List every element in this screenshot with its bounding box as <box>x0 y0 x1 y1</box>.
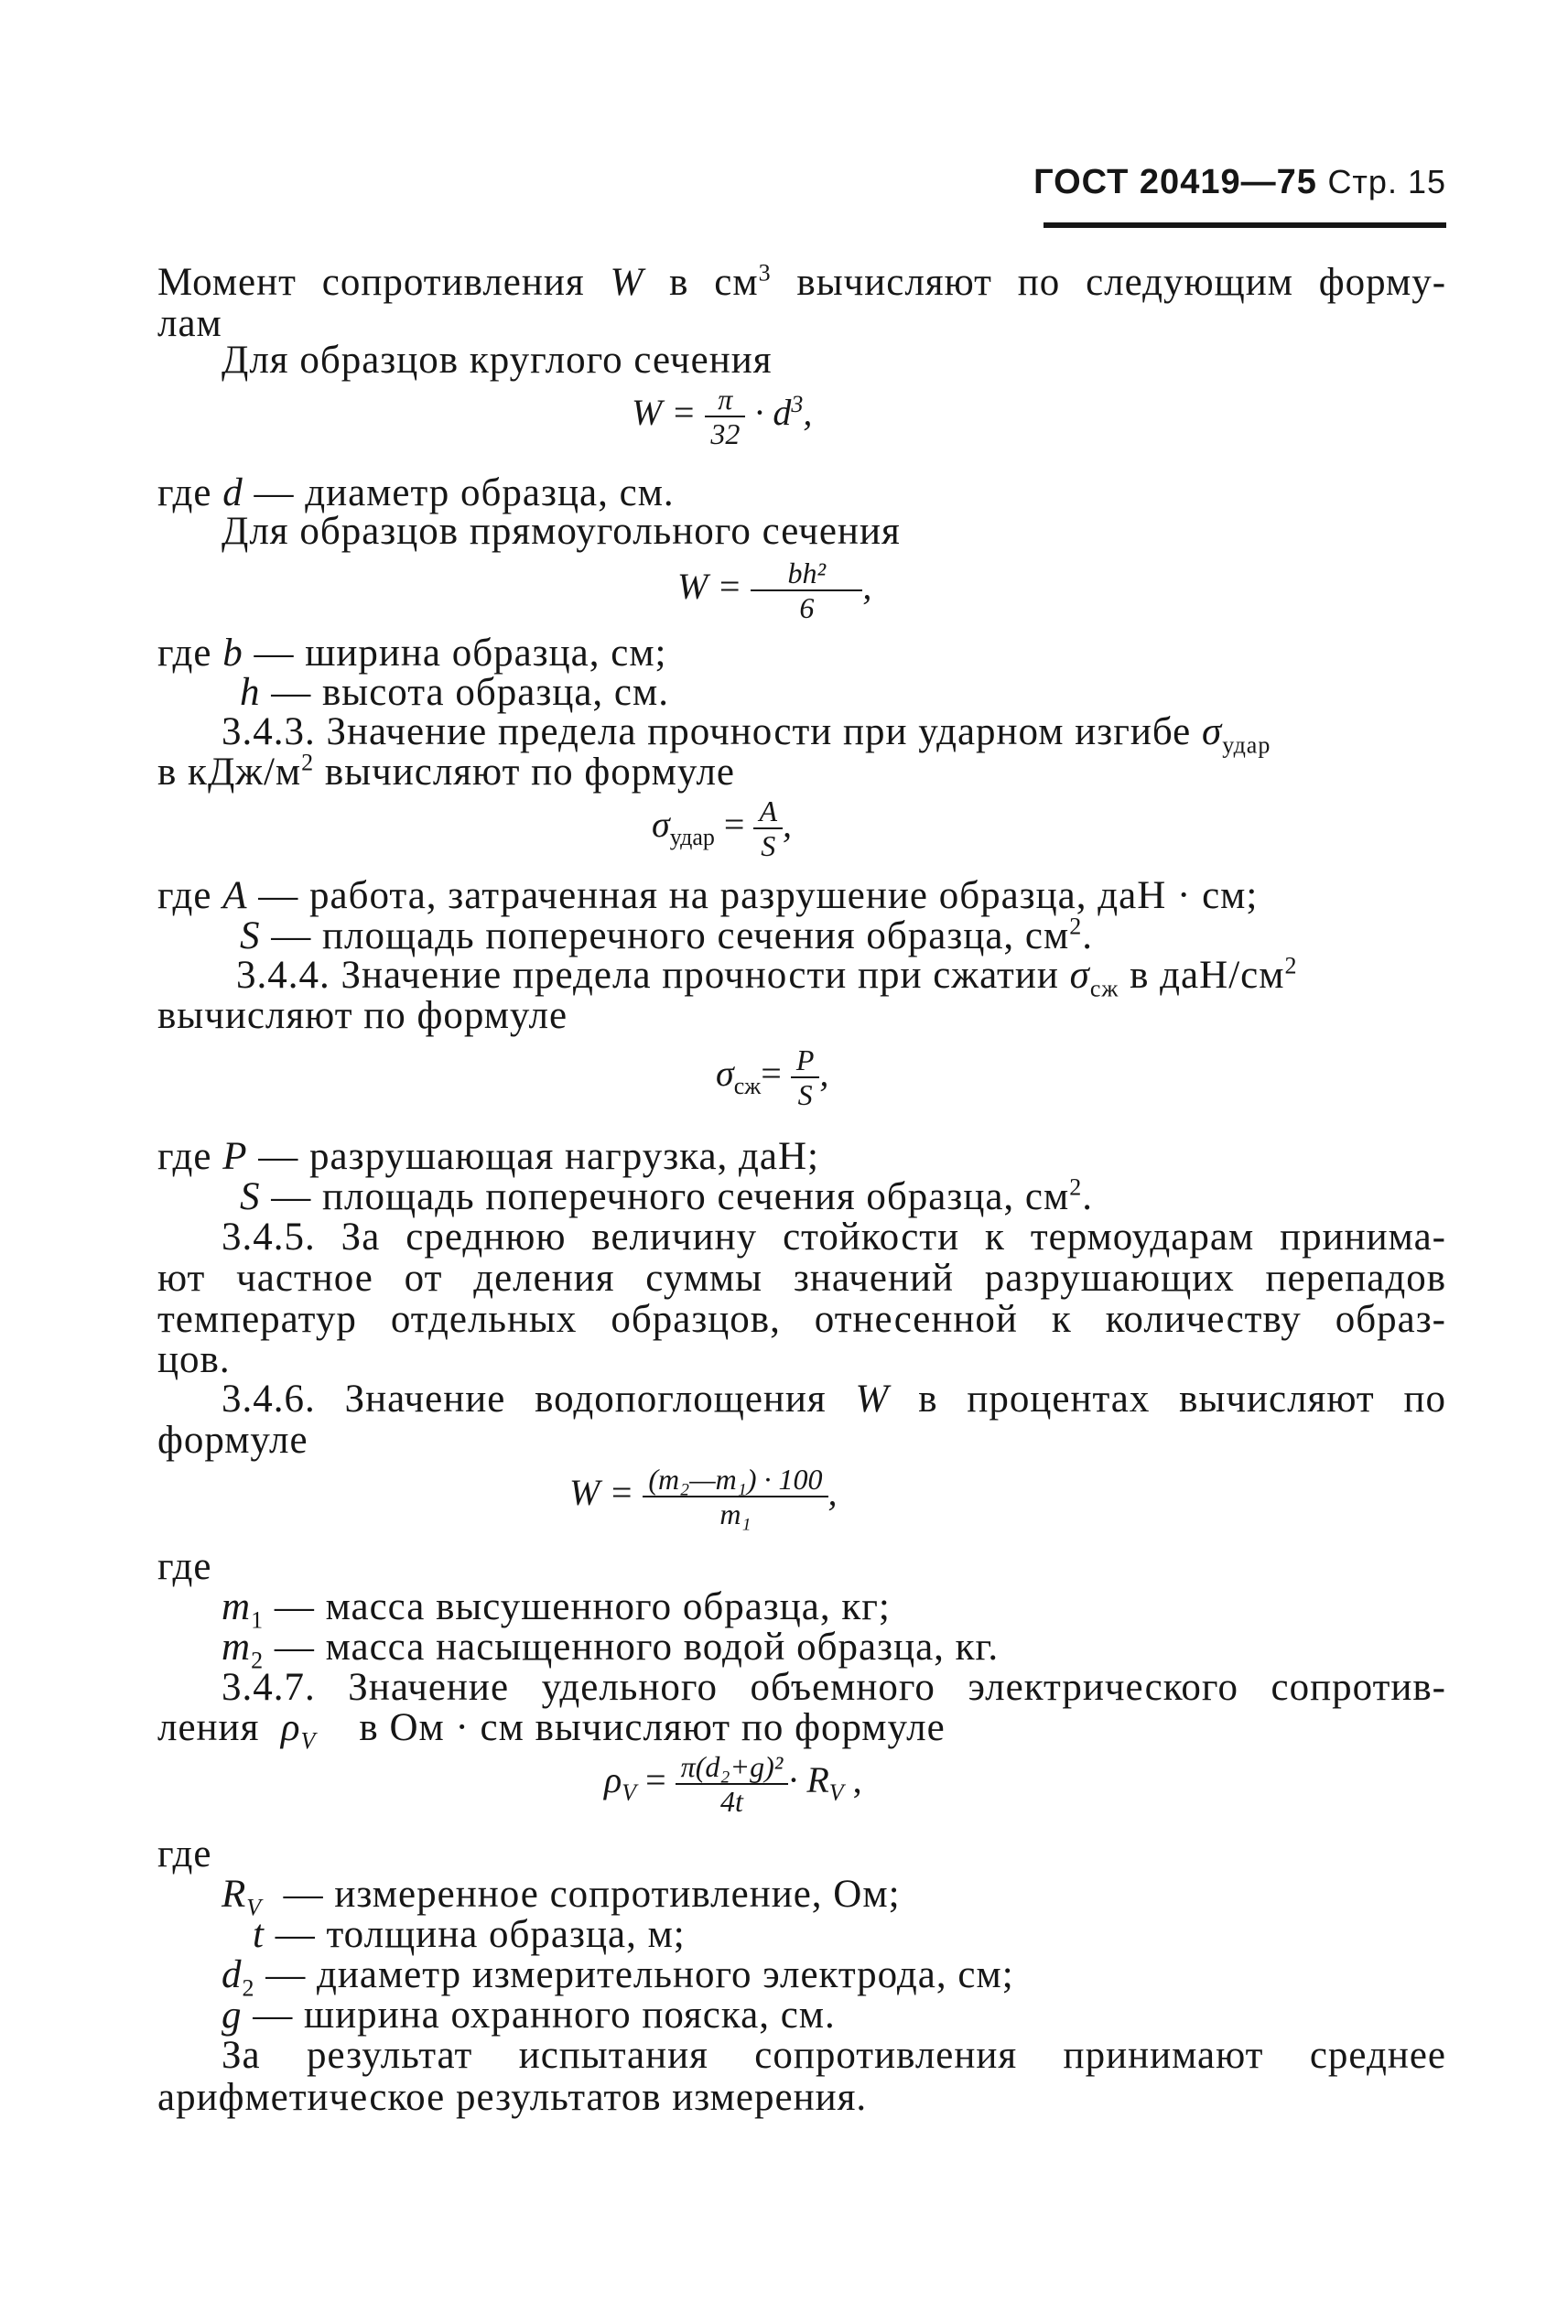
definition-m1: $m_1$ — масса высушенного образца, кг; <box>222 1585 891 1634</box>
clause-3-4-5-line-2: ют частное от деления суммы значений разрушающих перепадов <box>157 1257 1446 1300</box>
conclusion-line-1: За результат испытания сопротивления принимают среднее <box>222 2034 1446 2077</box>
definition-a: где A — работа, затраченная на разрушение образца, даН · см; <box>157 874 1259 917</box>
clause-3-4-3-line-2: в кДж/$м^2$ вычисляют по формуле <box>157 749 735 794</box>
conclusion-line-2: арифметическое результатов измерения. <box>157 2076 868 2119</box>
clause-3-4-5-line-4: цов. <box>157 1338 231 1381</box>
definition-d2: $d_2$ — диаметр измерительного электрода, см; <box>222 1953 1014 2002</box>
clause-3-4-4-line-2: вычисляют по формуле <box>157 994 568 1037</box>
clause-3-4-5-line-1: 3.4.5. За среднюю величину стойкости к термоударам принима- <box>222 1216 1446 1259</box>
clause-3-4-3-line-1: 3.4.3. Значение предела прочности при ударном изгибе $\sigma_{удар}$ <box>222 710 1271 759</box>
definition-d: где d — диаметр образца, см. <box>157 471 675 514</box>
formula-water-absorption: W = $\frac{\text{(m₂—m₁) · 100}}{\text{m₁}}$ , <box>569 1463 838 1530</box>
definition-b: где b — ширина образца, см; <box>157 632 667 675</box>
formula-sigma-impact: $\sigma_{удар}$ = $\frac{A}{S}$ , <box>652 794 792 862</box>
clause-3-4-7-line-2: ления $\rho_V$ в Ом · см вычисляют по формуле <box>157 1706 946 1755</box>
clause-3-4-7-line-1: 3.4.7. Значение удельного объемного электрического сопротив- <box>222 1666 1446 1709</box>
where-label-1: где <box>157 1545 212 1588</box>
header-rule <box>1044 222 1446 228</box>
formula-resistivity: $\rho_V$ = $\frac{\text{π(d₂+g)²}}{4t}$ · $R_V$ , <box>604 1750 862 1818</box>
standard-number: ГОСТ 20419—75 <box>1033 163 1317 201</box>
paragraph-moment-line-1: Момент сопротивления W в $см^3$ вычисляют по следующим форму- <box>157 259 1447 304</box>
round-sample-heading: Для образцов круглого сечения <box>222 339 773 382</box>
page-header <box>952 163 1446 202</box>
definition-rv: $R_V$ — измеренное сопротивление, Ом; <box>222 1873 901 1921</box>
clause-3-4-4-line-1: 3.4.4. Значение предела прочности при сжатии $\sigma_{сж}$ в даН/$см^2$ <box>236 952 1298 1002</box>
definition-s-2: S — площадь поперечного сечения образца, $см^2$. <box>240 1173 1093 1218</box>
clause-3-4-6-line-2: формуле <box>157 1419 308 1462</box>
clause-3-4-5-line-3: температур отдельных образцов, отнесенной к количеству образ- <box>157 1298 1446 1341</box>
formula-w-rect: W = $\frac{\text{bh²}}{6}$ , <box>677 557 872 624</box>
definition-h: h — высота образца, см. <box>240 671 669 714</box>
formula-w-round: W = $\frac{\pi}{32}$ · $d^3$, <box>632 383 813 450</box>
clause-3-4-6-line-1: 3.4.6. Значение водопоглощения W в процентах вычисляют по <box>222 1378 1447 1421</box>
paragraph-moment-line-2: лам <box>157 302 222 345</box>
definition-t: t — толщина образца, м; <box>253 1913 686 1956</box>
rect-sample-heading: Для образцов прямоугольного сечения <box>222 510 901 553</box>
formula-sigma-compress: $\sigma_{сж}=$ $\frac{P}{S}$ , <box>716 1043 829 1111</box>
page-number: Стр. 15 <box>1327 163 1446 200</box>
definition-p: где P — разрушающая нагрузка, даН; <box>157 1135 819 1178</box>
definition-m2: $m_2$ — масса насыщенного водой образца, кг. <box>222 1626 1000 1674</box>
definition-s-1: S — площадь поперечного сечения образца, $см^2$. <box>240 913 1093 957</box>
where-label-2: где <box>157 1832 212 1875</box>
definition-g: g — ширина охранного пояска, см. <box>222 1994 836 2037</box>
